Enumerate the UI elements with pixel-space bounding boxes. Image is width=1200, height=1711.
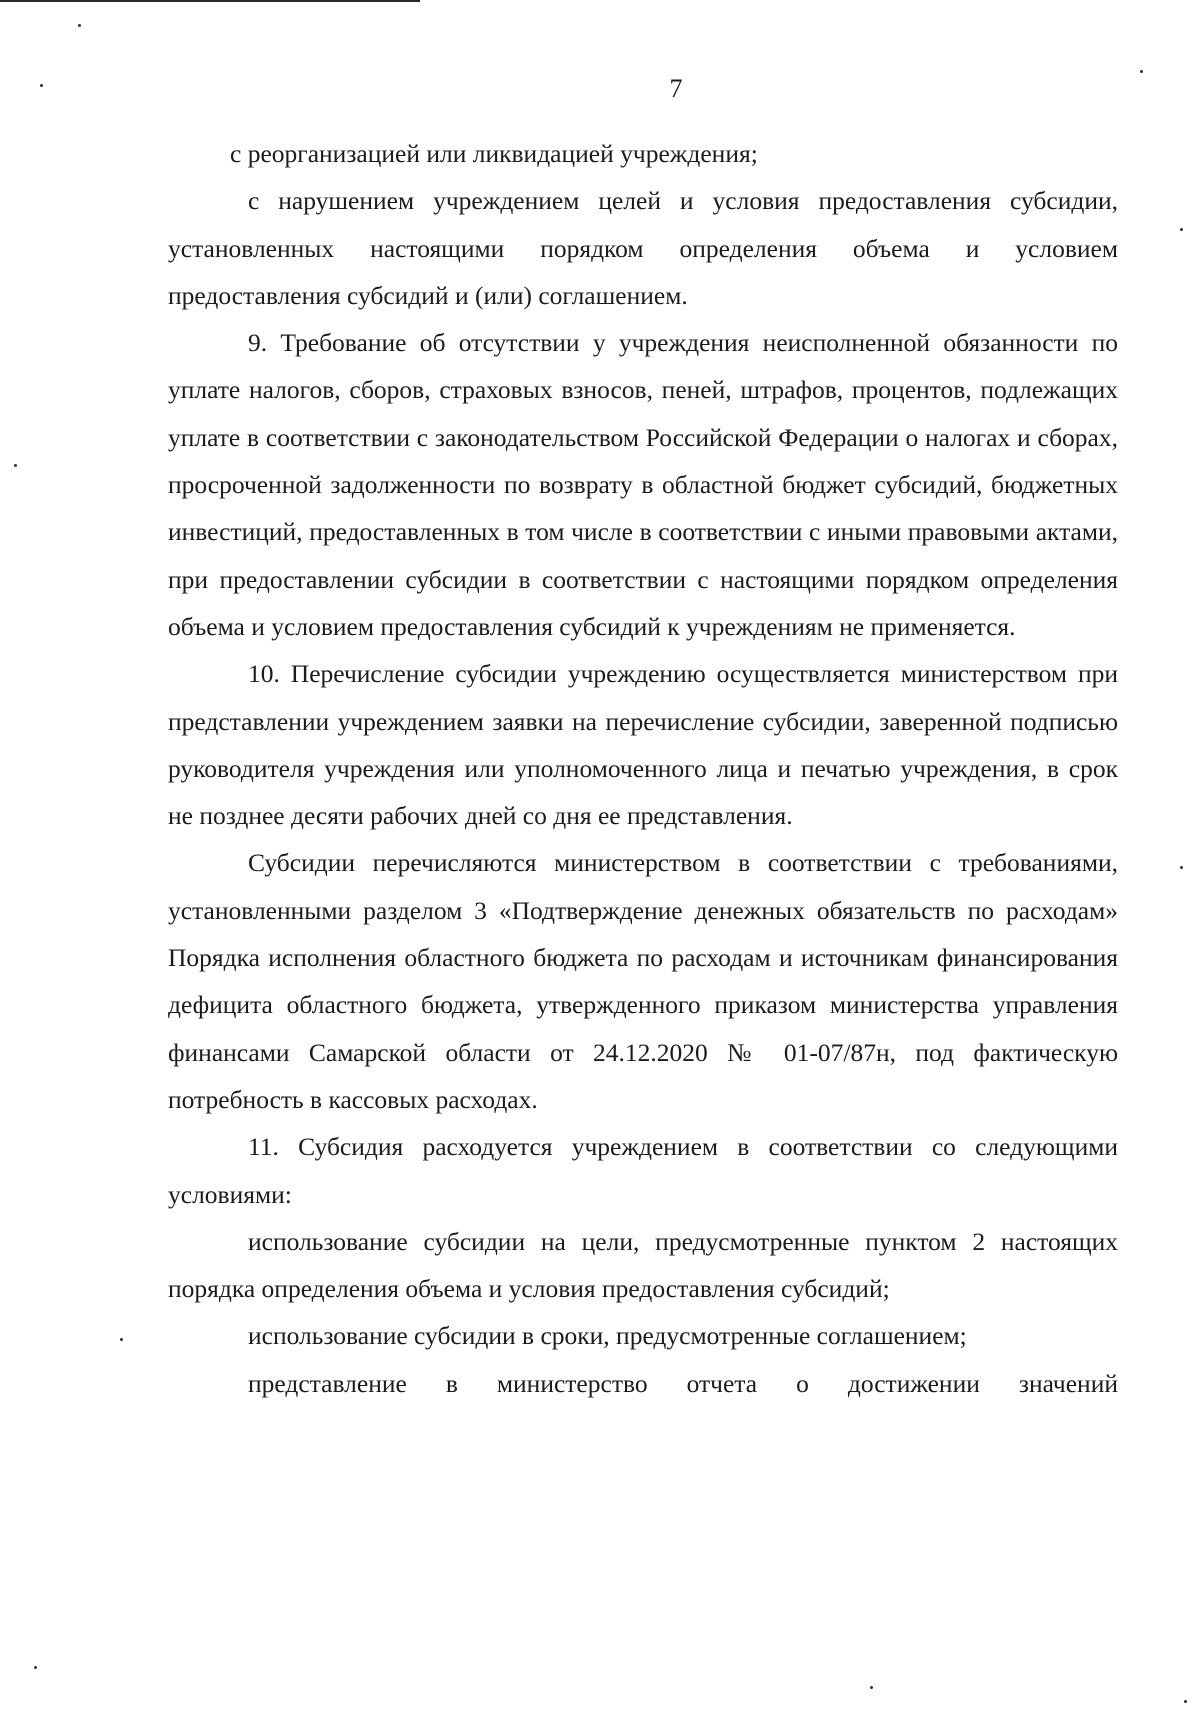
- paragraph-transfer: Субсидии перечисляются министерством в соответствии с требованиями, установленными разделом 3 «Подтверждение денежных обязательств по расходам» Порядка исполнения областного бюджета по расходам и источникам финансирования дефицита областного бюджета, утвержденного приказом министерства управления финансами Самарской области от 24.12.2020 № 01-07/87н, под фактическую потребность в кассовых расходах.: [168, 848, 1118, 1114]
- paragraph-condition-purpose: использование субсидии на цели, предусмотренные пунктом 2 настоящих порядка определения объема и условия предоставления субсидий;: [168, 1226, 1118, 1304]
- scan-edge-line: [0, 0, 420, 2]
- scan-speck: [78, 24, 81, 27]
- scan-speck: [1180, 228, 1183, 231]
- paragraph-item-10: 10. Перечисление субсидии учреждению осуществляется министерством при представлении учреждением заявки на перечисление субсидии, заверенной подписью руководителя учреждения или уполномоченного лица и печатью учреждения, в срок не позднее десяти рабочих дней со дня ее представления.: [168, 659, 1118, 831]
- paragraph-reorganization: с реорганизацией или ликвидацией учреждения;: [230, 139, 758, 168]
- scan-speck: [1140, 70, 1143, 73]
- page-number: 7: [669, 74, 683, 103]
- scan-speck: [120, 1338, 123, 1341]
- document-body: [168, 130, 1118, 1407]
- scan-speck: [34, 1666, 37, 1669]
- scan-speck: [870, 1686, 873, 1689]
- paragraph-condition-report: представление в министерство отчета о достижении значений: [248, 1368, 1118, 1398]
- scan-speck: [1184, 1700, 1187, 1703]
- paragraph-item-11: 11. Субсидия расходуется учреждением в соответствии со следующими условиями:: [168, 1132, 1118, 1209]
- scan-speck: [1180, 866, 1183, 869]
- paragraph-violation: с нарушением учреждением целей и условия предоставления субсидии, установленных настоящими порядком определения объема и условием предоставления субсидий и (или) соглашением.: [168, 186, 1118, 310]
- scan-speck: [40, 84, 43, 87]
- paragraph-condition-terms: использование субсидии в сроки, предусмотренные соглашением;: [248, 1321, 967, 1351]
- paragraph-item-9: 9. Требование об отсутствии у учреждения неисполненной обязанности по уплате налогов, сборов, страховых взносов, пеней, штрафов, процентов, подлежащих уплате в соответствии с законодательством Российской Федерации о налогах и сборах, просроченной задолженности по возврату в областной бюджет субсидий, бюджетных инвестиций, предоставленных в том числе в соответствии с иными правовыми актами, при предоставлении субсидии в соответствии с настоящими порядком определения объема и условием предоставления субсидий к учреждениям не применяется.: [168, 328, 1118, 641]
- scan-speck: [14, 464, 17, 467]
